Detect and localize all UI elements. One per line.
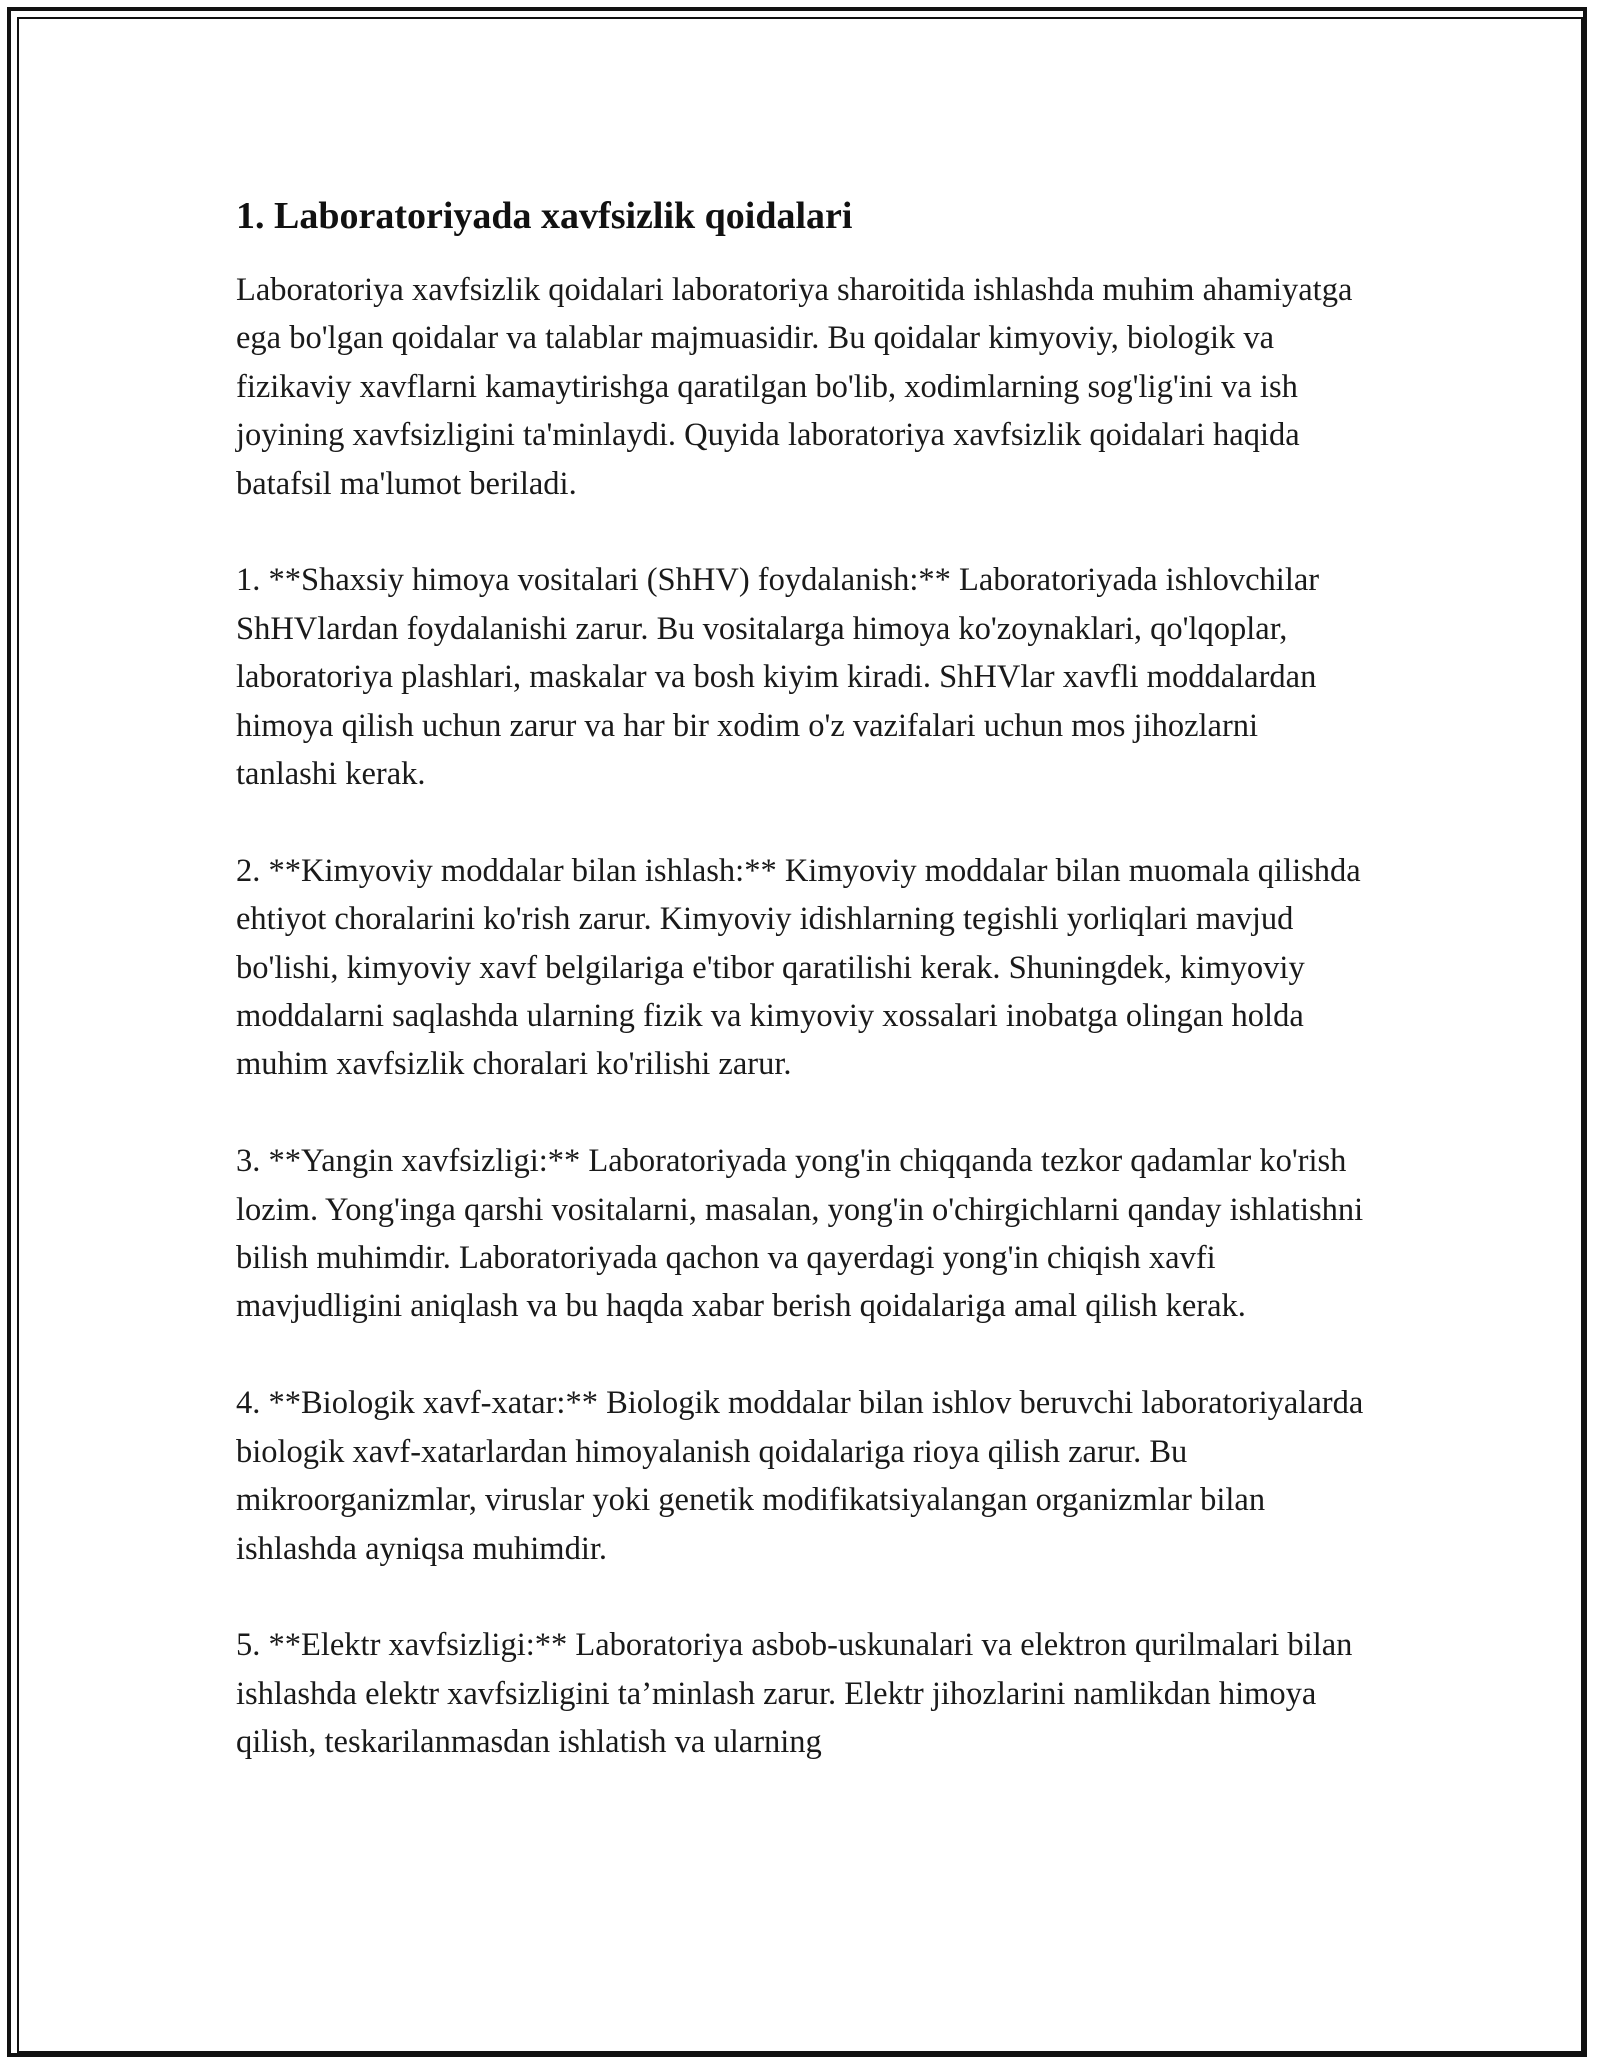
rule-2-paragraph: 2. **Kimyoviy moddalar bilan ishlash:** Kimyoviy moddalar bilan muomala qilishda ehtiyot choralarini ko'rish zarur. Kimyoviy idishlarning tegishli yorliqlari mavjud bo'lishi, kimyoviy xavf belgilariga e'tibor qaratilishi kerak. Shuningdek, kimyoviy moddalarni saqlashda ularning fizik va kimyoviy xossalari inobatga olingan holda muhim xavfsizlik choralari ko'rilishi zarur.: [236, 852, 1361, 1083]
page-title: 1. Laboratoriyada xavfsizlik qoidalari: [236, 195, 853, 237]
document-body: [236, 190, 1366, 1815]
rule-4-paragraph: 4. **Biologik xavf-xatar:** Biologik moddalar bilan ishlov beruvchi laboratoriyalarda biologik xavf-xatarlardan himoyalanish qoidalariga rioya qilish zarur. Bu mikroorganizmlar, viruslar yoki genetik modifikatsiyalangan organizmlar bilan ishlashda ayniqsa muhimdir.: [236, 1385, 1364, 1567]
rule-1-paragraph: 1. **Shaxsiy himoya vositalari (ShHV) foydalanish:** Laboratoriyada ishlovchilar ShHVlardan foydalanishi zarur. Bu vositalarga himoya ko'zoynaklari, qo'lqoplar, laboratoriya plashlari, maskalar va bosh kiyim kiradi. ShHVlar xavfli moddalardan himoya qilish uchun zarur va har bir xodim o'z vazifalari uchun mos jihozlarni tanlashi kerak.: [236, 562, 1320, 793]
rule-3-paragraph: 3. **Yangin xavfsizligi:** Laboratoriyada yong'in chiqqanda tezkor qadamlar ko'rish lozim. Yong'inga qarshi vositalarni, masalan, yong'in o'chirgichlarni qanday ishlatishni bilish muhimdir. Laboratoriyada qachon va qayerdagi yong'in chiqish xavfi mavjudligini aniqlash va bu haqda xabar berish qoidalariga amal qilish kerak.: [236, 1143, 1364, 1325]
rule-5-paragraph: 5. **Elektr xavfsizligi:** Laboratoriya asbob-uskunalari va elektron qurilmalari bilan ishlashda elektr xavfsizligini ta’minlash zarur. Elektr jihozlarini namlikdan himoya qilish, teskarilanmasdan ishlatish va ularning: [236, 1627, 1353, 1761]
intro-paragraph: Laboratoriya xavfsizlik qoidalari laboratoriya sharoitida ishlashda muhim ahamiyatga ega bo'lgan qoidalar va talablar majmuasidir. Bu qoidalar kimyoviy, biologik va fizikaviy xavflarni kamaytirishga qaratilgan bo'lib, xodimlarning sog'lig'ini va ish joyining xavfsizligini ta'minlaydi. Quyida laboratoriya xavfsizlik qoidalari haqida batafsil ma'lumot beriladi.: [236, 272, 1353, 502]
